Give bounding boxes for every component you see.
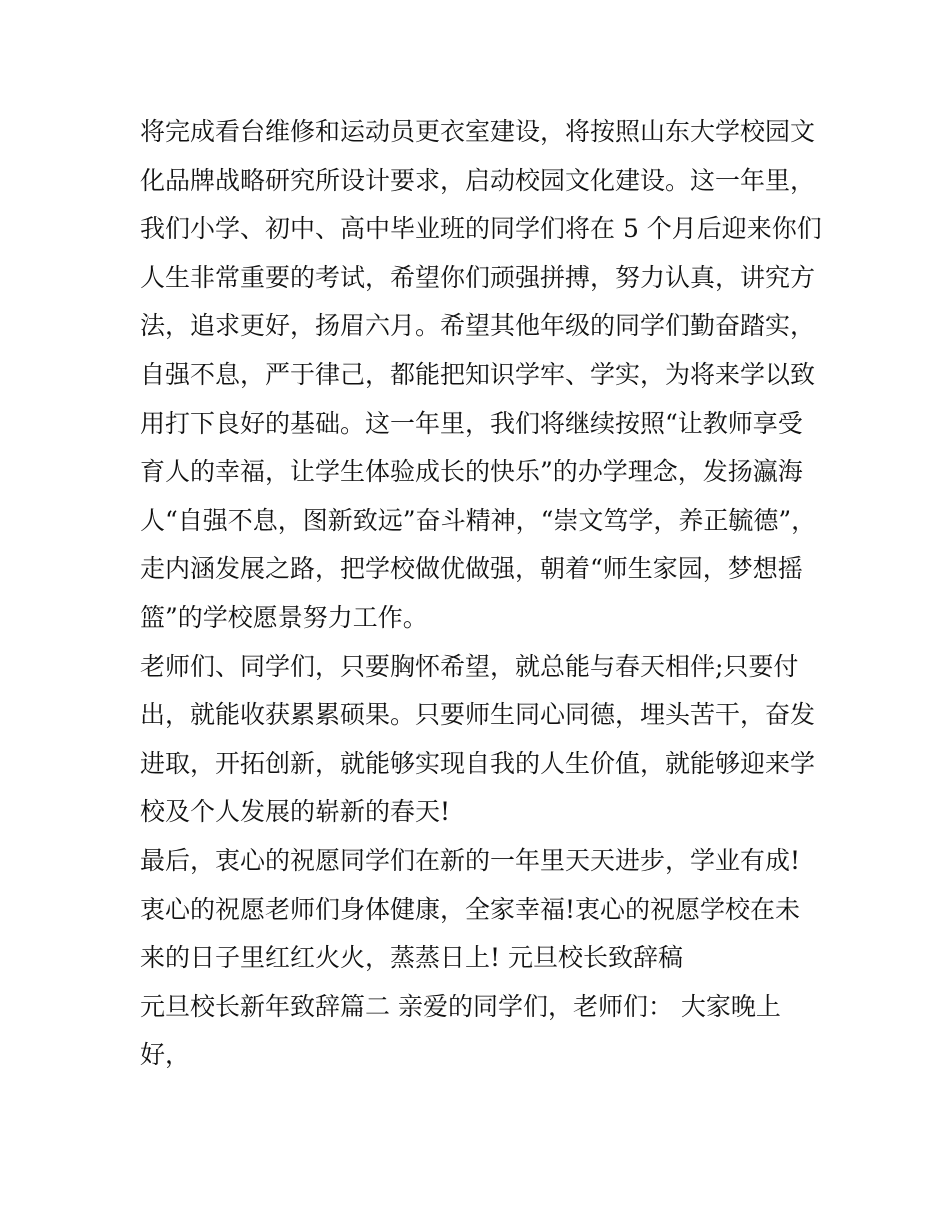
text-line: 走内涵发展之路，把学校做优做强，朝着“师生家园，梦想摇 <box>140 554 803 584</box>
text-line: 将完成看台维修和运动员更衣室建设，将按照山东大学校园文 <box>140 117 816 146</box>
text-line: 用打下良好的基础。这一年里，我们将继续按照“让教师享受 <box>140 408 803 438</box>
text-line: 老师们、同学们，只要胸怀希望，就总能与春天相伴;只要付 <box>140 651 799 681</box>
text-line: 来的日子里红红火火，蒸蒸日上! 元旦校长致辞稿 <box>140 943 683 973</box>
text-line: 化品牌战略研究所设计要求，启动校园文化建设。这一年里， <box>140 165 816 195</box>
text-line: 法，追求更好，扬眉六月。希望其他年级的同学们勤奋踏实， <box>140 311 816 341</box>
text-line: 人生非常重要的考试，希望你们顽强拼搏，努力认真，讲究方 <box>140 262 816 292</box>
text-line: 出，就能收获累累硕果。只要师生同心同德，埋头苦干，奋发 <box>140 700 816 730</box>
text-line: 元旦校长新年致辞篇二 亲爱的同学们，老师们： 大家晚上 <box>140 991 781 1021</box>
text-line: 育人的幸福，让学生体验成长的快乐”的办学理念，发扬瀛海 <box>140 457 803 487</box>
text-line: 自强不息，严于律己，都能把知识学牢、学实，为将来学以致 <box>140 359 816 389</box>
text-line: 衷心的祝愿老师们身体健康，全家幸福!衷心的祝愿学校在未 <box>140 894 801 924</box>
text-line: 进取，开拓创新，就能够实现自我的人生价值，就能够迎来学 <box>140 748 816 778</box>
text-line: 篮”的学校愿景努力工作。 <box>140 602 428 632</box>
text-line: 校及个人发展的崭新的春天! <box>140 797 451 827</box>
text-line: 人“自强不息，图新致远”奋斗精神，“崇文笃学，养正毓德”， <box>140 505 817 535</box>
text-line: 我们小学、初中、高中毕业班的同学们将在 5 个月后迎来你们 <box>140 214 822 244</box>
text-line: 最后，衷心的祝愿同学们在新的一年里天天进步，学业有成! <box>140 845 801 875</box>
text-line: 好， <box>140 1040 191 1070</box>
document-body <box>140 108 822 1080</box>
